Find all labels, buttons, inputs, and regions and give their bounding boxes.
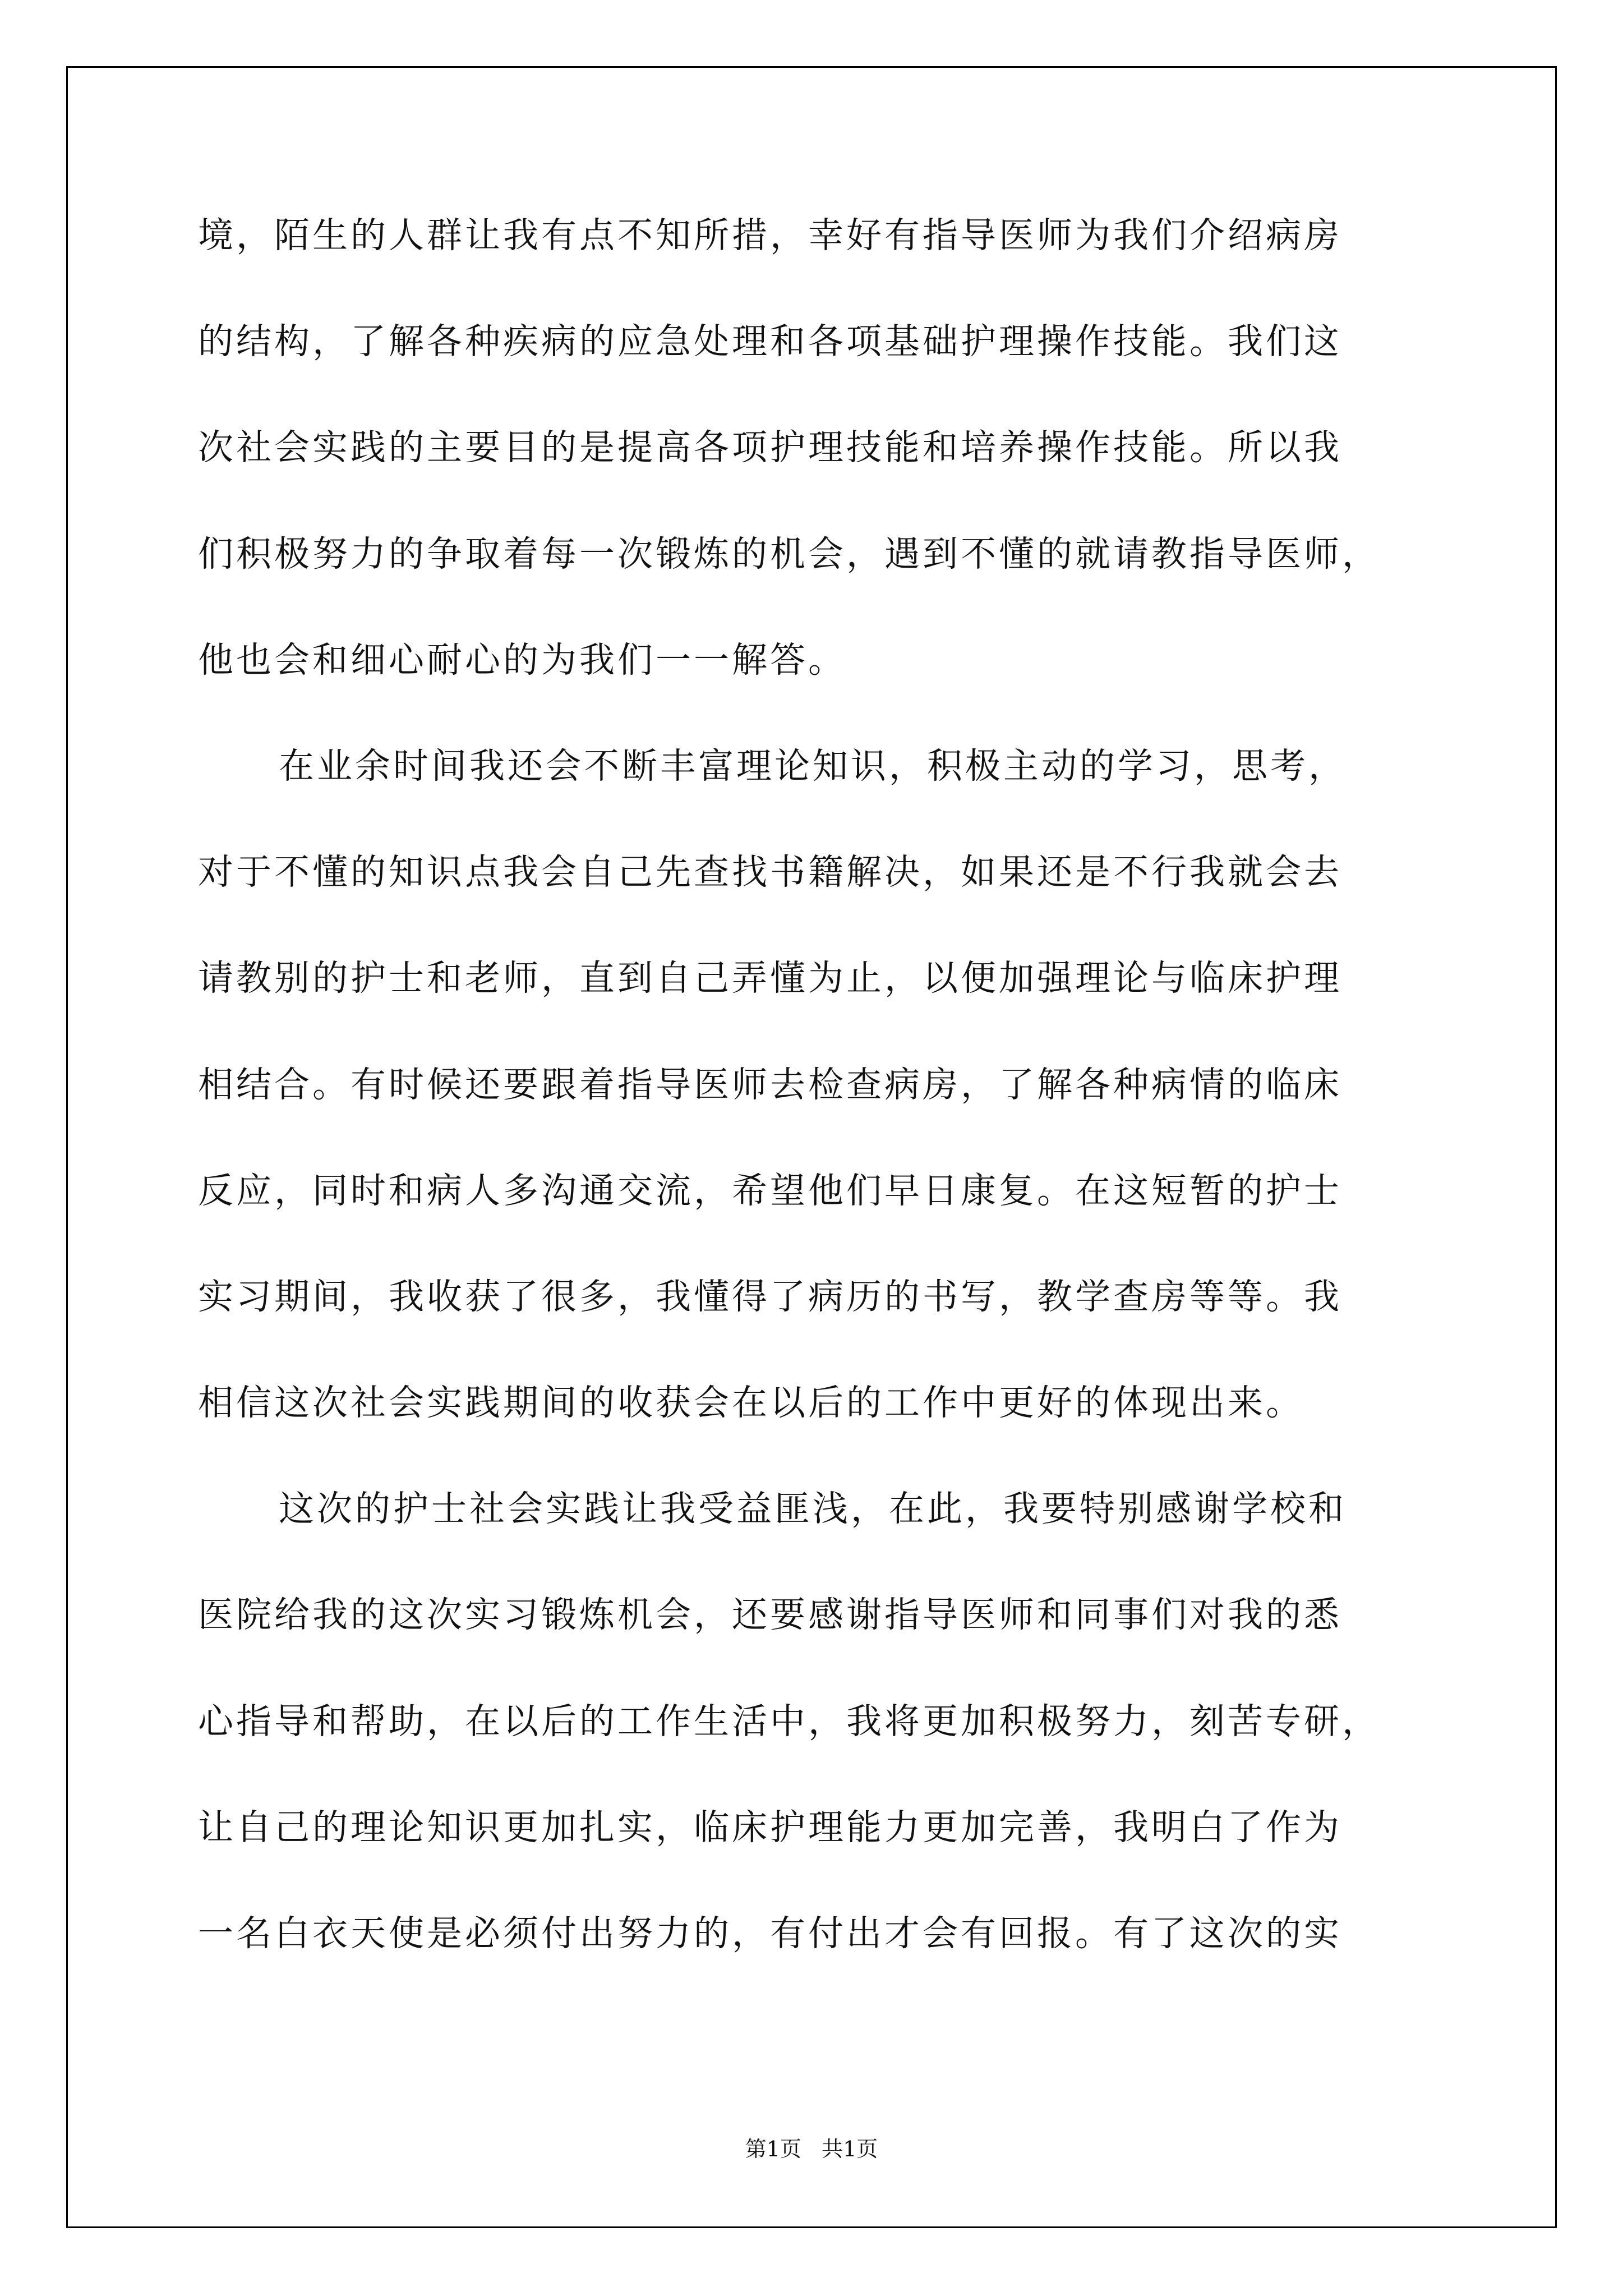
text-line: 相信这次社会实践期间的收获会在以后的工作中更好的体现出来。	[198, 1382, 1304, 1424]
text-line: 他也会和细心耐心的为我们一一解答。	[198, 639, 846, 680]
text-line: 的结构，了解各种疾病的应急处理和各项基础护理操作技能。我们这	[198, 321, 1342, 362]
text-line: 让自己的理论知识更加扎实，临床护理能力更加完善，我明白了作为	[198, 1806, 1342, 1848]
text-line: 实习期间，我收获了很多，我懂得了病历的书写，教学查房等等。我	[198, 1276, 1342, 1317]
text-line: 境，陌生的人群让我有点不知所措，幸好有指导医师为我们介绍病房	[198, 215, 1342, 256]
text-line: 心指导和帮助，在以后的工作生活中，我将更加积极努力，刻苦专研，	[198, 1700, 1380, 1742]
document-body	[198, 208, 1432, 2012]
text-line: 相结合。有时候还要跟着指导医师去检查病房，了解各种病情的临床	[198, 1064, 1342, 1105]
text-line: 对于不懂的知识点我会自己先查找书籍解决，如果还是不行我就会去	[198, 852, 1342, 893]
text-line: 医院给我的这次实习锻炼机会，还要感谢指导医师和同事们对我的悉	[198, 1594, 1342, 1636]
text-line: 次社会实践的主要目的是提高各项护理技能和培养操作技能。所以我	[198, 427, 1342, 468]
text-line: 反应，同时和病人多沟通交流，希望他们早日康复。在这短暂的护士	[198, 1170, 1342, 1211]
text-line: 们积极努力的争取着每一次锻炼的机会，遇到不懂的就请教指导医师，	[198, 533, 1380, 574]
text-line: 请教别的护士和老师，直到自己弄懂为止，以便加强理论与临床护理	[198, 958, 1342, 999]
text-line: 这次的护士社会实践让我受益匪浅，在此，我要特别感谢学校和	[279, 1488, 1347, 1530]
text-line: 一名白衣天使是必须付出努力的，有付出才会有回报。有了这次的实	[198, 1913, 1342, 1954]
page-footer: 第1页 共1页	[745, 2137, 878, 2161]
text-line: 在业余时间我还会不断丰富理论知识，积极主动的学习，思考，	[279, 745, 1347, 786]
